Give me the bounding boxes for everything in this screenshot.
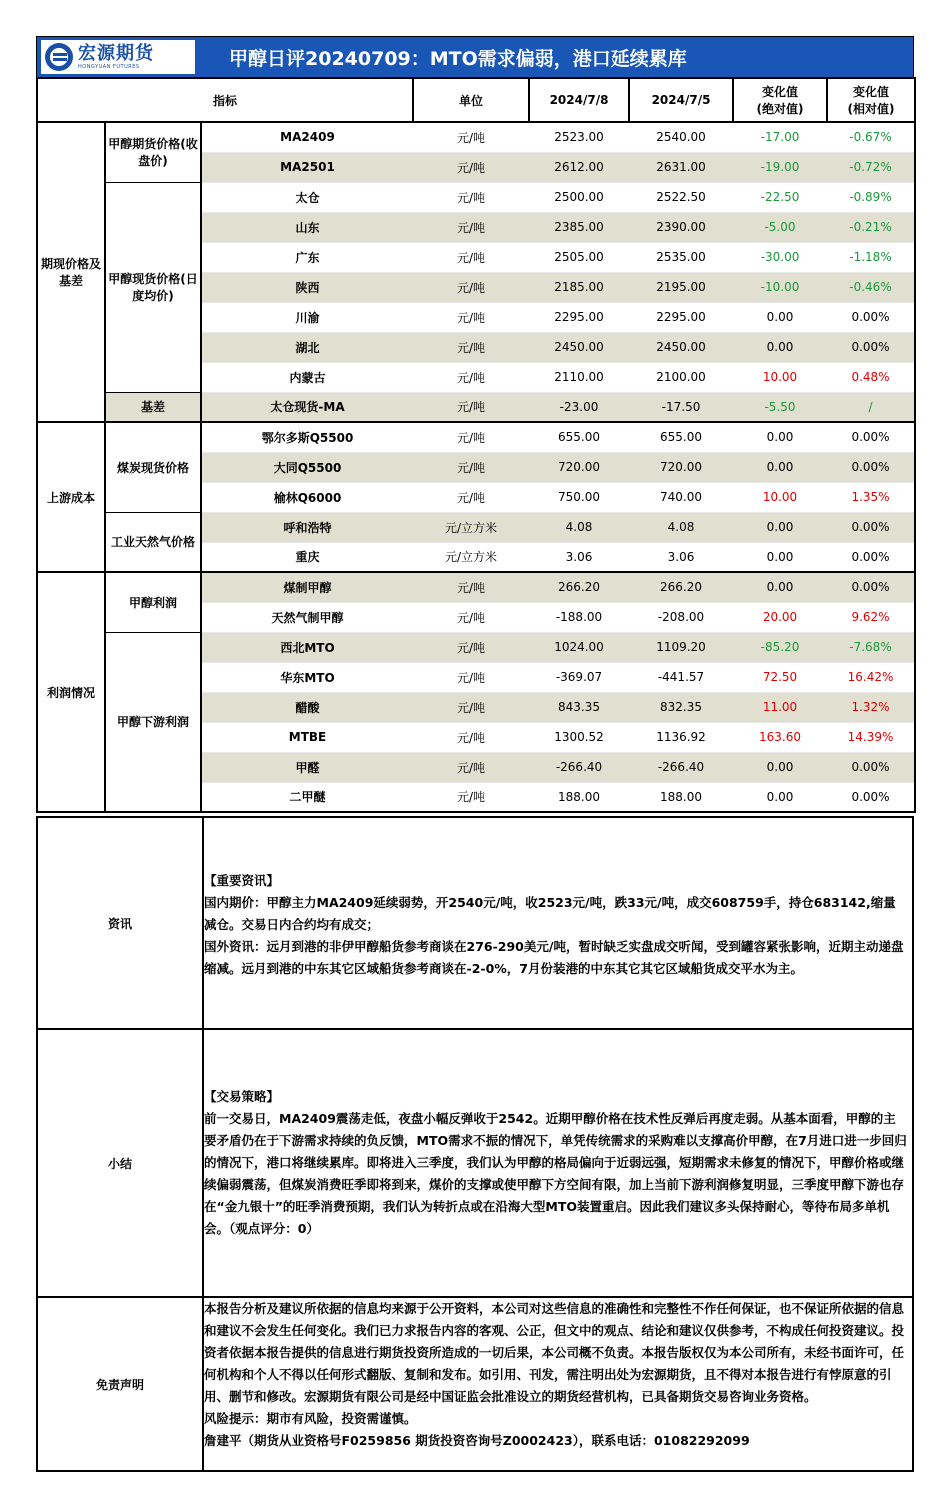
row-change-rel: -1.18% bbox=[827, 242, 915, 272]
row-value-current: 843.35 bbox=[529, 692, 629, 722]
table-row bbox=[37, 422, 915, 452]
row-change-rel: 0.00% bbox=[827, 422, 915, 452]
row-change-rel: -0.89% bbox=[827, 182, 915, 212]
row-unit: 元/吨 bbox=[413, 632, 529, 662]
row-change-rel: / bbox=[827, 392, 915, 422]
row-unit: 元/吨 bbox=[413, 422, 529, 452]
row-change-abs: 0.00 bbox=[733, 782, 827, 812]
row-name: MA2409 bbox=[201, 122, 413, 152]
row-name: 陕西 bbox=[201, 272, 413, 302]
row-change-abs: -10.00 bbox=[733, 272, 827, 302]
row-value-current: 4.08 bbox=[529, 512, 629, 542]
row-unit: 元/吨 bbox=[413, 752, 529, 782]
row-unit: 元/吨 bbox=[413, 182, 529, 212]
row-change-rel: 0.00% bbox=[827, 572, 915, 602]
row-change-abs: -30.00 bbox=[733, 242, 827, 272]
row-value-previous: 2390.00 bbox=[629, 212, 733, 242]
row-value-previous: 2540.00 bbox=[629, 122, 733, 152]
disclaimer-text bbox=[204, 1298, 908, 1452]
row-value-previous: -17.50 bbox=[629, 392, 733, 422]
row-value-current: 750.00 bbox=[529, 482, 629, 512]
row-value-current: 3.06 bbox=[529, 542, 629, 572]
row-value-current: 2612.00 bbox=[529, 152, 629, 182]
row-value-previous: -441.57 bbox=[629, 662, 733, 692]
row-unit: 元/吨 bbox=[413, 392, 529, 422]
row-change-rel: 0.00% bbox=[827, 332, 915, 362]
row-name: 西北MTO bbox=[201, 632, 413, 662]
row-name: 重庆 bbox=[201, 542, 413, 572]
row-change-abs: -17.00 bbox=[733, 122, 827, 152]
row-value-previous: -266.40 bbox=[629, 752, 733, 782]
table-row bbox=[37, 182, 915, 212]
group-label: 上游成本 bbox=[37, 422, 105, 572]
row-value-current: -188.00 bbox=[529, 602, 629, 632]
row-change-abs: 163.60 bbox=[733, 722, 827, 752]
row-name: 甲醛 bbox=[201, 752, 413, 782]
row-name: 天然气制甲醇 bbox=[201, 602, 413, 632]
row-unit: 元/吨 bbox=[413, 692, 529, 722]
row-change-abs: 11.00 bbox=[733, 692, 827, 722]
report-title: 甲醇日评20240709：MTO需求偏弱，港口延续累库 bbox=[229, 47, 687, 70]
row-name: 煤制甲醇 bbox=[201, 572, 413, 602]
row-unit: 元/吨 bbox=[413, 572, 529, 602]
row-unit: 元/立方米 bbox=[413, 512, 529, 542]
disclaimer-section bbox=[36, 1298, 914, 1472]
subgroup-label: 甲醇利润 bbox=[105, 572, 201, 632]
row-value-current: 2523.00 bbox=[529, 122, 629, 152]
col-date1: 2024/7/8 bbox=[529, 78, 629, 122]
row-change-abs: 10.00 bbox=[733, 362, 827, 392]
row-unit: 元/立方米 bbox=[413, 542, 529, 572]
row-name: 山东 bbox=[201, 212, 413, 242]
row-change-rel: 0.48% bbox=[827, 362, 915, 392]
row-change-abs: 0.00 bbox=[733, 542, 827, 572]
row-change-abs: -5.50 bbox=[733, 392, 827, 422]
news-domestic: 国内期价：甲醇主力MA2409延续弱势，开2540元/吨，收2523元/吨，跌33元/吨，成交608759手，持仓683142,缩量减仓。交易日内合约均有成交； bbox=[204, 895, 896, 932]
row-change-rel: -0.67% bbox=[827, 122, 915, 152]
row-value-previous: 3.06 bbox=[629, 542, 733, 572]
row-unit: 元/吨 bbox=[413, 332, 529, 362]
row-change-abs: -5.00 bbox=[733, 212, 827, 242]
table-row bbox=[37, 392, 915, 422]
row-value-current: 2110.00 bbox=[529, 362, 629, 392]
logo-en-text: HONGYUAN FUTURES bbox=[78, 63, 140, 70]
row-name: 太仓现货-MA bbox=[201, 392, 413, 422]
group-label: 利润情况 bbox=[37, 572, 105, 812]
row-value-previous: 740.00 bbox=[629, 482, 733, 512]
row-value-previous: 720.00 bbox=[629, 452, 733, 482]
row-name: MTBE bbox=[201, 722, 413, 752]
row-value-previous: 2295.00 bbox=[629, 302, 733, 332]
row-change-abs: 0.00 bbox=[733, 452, 827, 482]
row-change-rel: 0.00% bbox=[827, 452, 915, 482]
col-rel-change: 变化值 (相对值) bbox=[827, 78, 915, 122]
row-change-rel: -7.68% bbox=[827, 632, 915, 662]
row-change-rel: 0.00% bbox=[827, 512, 915, 542]
row-value-previous: 1109.20 bbox=[629, 632, 733, 662]
row-name: 川渝 bbox=[201, 302, 413, 332]
row-value-previous: 655.00 bbox=[629, 422, 733, 452]
row-value-previous: 2522.50 bbox=[629, 182, 733, 212]
row-unit: 元/吨 bbox=[413, 122, 529, 152]
disclaimer-body: 本报告分析及建议所依据的信息均来源于公开资料，本公司对这些信息的准确性和完整性不作任何保证，也不保证所依据的信息和建议不会发生任何变化。我们已力求报告内容的客观、公正，但文中的观点、结论和建议仅供参考，不构成任何投资建议。投资者依据本报告提供的信息进行期货投资所造成的一切后果，本公司概不负责。本报告版权仅为本公司所有，未经书面许可，任何机构和个人不得以任何形式翻版、复制和发布。如引用、刊发，需注明出处为宏源期货，且不得对本报告进行有悖原意的引用、删节和修改。宏源期货有限公司是经中国证监会批准设立的期货经营机构，已具备期货交易咨询业务资格。 bbox=[204, 1301, 905, 1404]
row-change-abs: 0.00 bbox=[733, 512, 827, 542]
table-row bbox=[37, 632, 915, 662]
row-value-previous: 1136.92 bbox=[629, 722, 733, 752]
summary-label: 小结 bbox=[38, 1030, 204, 1296]
row-unit: 元/吨 bbox=[413, 662, 529, 692]
row-value-current: 2185.00 bbox=[529, 272, 629, 302]
row-unit: 元/吨 bbox=[413, 152, 529, 182]
row-name: 醋酸 bbox=[201, 692, 413, 722]
row-unit: 元/吨 bbox=[413, 242, 529, 272]
col-indicator: 指标 bbox=[37, 78, 413, 122]
table-row bbox=[37, 122, 915, 152]
row-name: 鄂尔多斯Q5500 bbox=[201, 422, 413, 452]
row-change-abs: 0.00 bbox=[733, 332, 827, 362]
row-value-current: 2500.00 bbox=[529, 182, 629, 212]
row-change-rel: 1.32% bbox=[827, 692, 915, 722]
row-change-rel: -0.46% bbox=[827, 272, 915, 302]
row-unit: 元/吨 bbox=[413, 602, 529, 632]
row-name: 湖北 bbox=[201, 332, 413, 362]
row-value-previous: 4.08 bbox=[629, 512, 733, 542]
subgroup-label: 基差 bbox=[105, 392, 201, 422]
row-unit: 元/吨 bbox=[413, 452, 529, 482]
row-change-abs: -19.00 bbox=[733, 152, 827, 182]
row-change-abs: 0.00 bbox=[733, 302, 827, 332]
row-name: MA2501 bbox=[201, 152, 413, 182]
col-date2: 2024/7/5 bbox=[629, 78, 733, 122]
row-value-current: -23.00 bbox=[529, 392, 629, 422]
row-value-current: -266.40 bbox=[529, 752, 629, 782]
row-name: 内蒙古 bbox=[201, 362, 413, 392]
summary-text bbox=[204, 1086, 908, 1240]
subgroup-label: 甲醇期货价格(收盘价) bbox=[105, 122, 201, 182]
row-value-current: 266.20 bbox=[529, 572, 629, 602]
row-value-previous: 188.00 bbox=[629, 782, 733, 812]
row-name: 华东MTO bbox=[201, 662, 413, 692]
row-value-current: 2505.00 bbox=[529, 242, 629, 272]
row-value-previous: 266.20 bbox=[629, 572, 733, 602]
row-change-abs: 0.00 bbox=[733, 572, 827, 602]
row-change-rel: -0.72% bbox=[827, 152, 915, 182]
row-value-current: 2385.00 bbox=[529, 212, 629, 242]
row-unit: 元/吨 bbox=[413, 782, 529, 812]
row-value-current: -369.07 bbox=[529, 662, 629, 692]
row-change-abs: -85.20 bbox=[733, 632, 827, 662]
row-value-previous: 2100.00 bbox=[629, 362, 733, 392]
subgroup-label: 甲醇下游利润 bbox=[105, 632, 201, 812]
subgroup-label: 甲醇现货价格(日度均价) bbox=[105, 182, 201, 392]
news-section bbox=[36, 816, 914, 1030]
row-change-rel: 14.39% bbox=[827, 722, 915, 752]
subgroup-label: 煤炭现货价格 bbox=[105, 422, 201, 512]
row-value-current: 2295.00 bbox=[529, 302, 629, 332]
row-change-abs: 0.00 bbox=[733, 752, 827, 782]
row-value-current: 1024.00 bbox=[529, 632, 629, 662]
summary-body: 前一交易日，MA2409震荡走低，夜盘小幅反弹收于2542。近期甲醇价格在技术性反弹后再度走弱。从基本面看，甲醇的主要矛盾仍在于下游需求持续的负反馈，MTO需求不振的情况下，单凭传统需求的采购难以支撑高价甲醇，在7月进口进一步回归的情况下，港口将继续累库。即将进入三季度，我们认为甲醇的格局偏向于近弱远强，短期需求未修复的情况下，甲醇价格或继续偏弱震荡，但煤炭消费旺季即将到来，煤价的支撑或使甲醇下方空间有限，加上当前下游利润修复明显，三季度甲醇下游也存在“金九银十”的旺季消费预期，我们认为转折点或在沿海大型MTO装置重启。因此我们建议多头保持耐心，等待布局多单机会。（观点评分：0） bbox=[204, 1111, 907, 1236]
row-value-current: 1300.52 bbox=[529, 722, 629, 752]
logo-cn-text: 宏源期货 bbox=[78, 42, 154, 64]
subgroup-label: 工业天然气价格 bbox=[105, 512, 201, 572]
row-name: 广东 bbox=[201, 242, 413, 272]
row-value-current: 188.00 bbox=[529, 782, 629, 812]
group-label: 期现价格及基差 bbox=[37, 122, 105, 422]
row-change-abs: 10.00 bbox=[733, 482, 827, 512]
row-value-current: 655.00 bbox=[529, 422, 629, 452]
row-name: 榆林Q6000 bbox=[201, 482, 413, 512]
row-unit: 元/吨 bbox=[413, 272, 529, 302]
row-unit: 元/吨 bbox=[413, 362, 529, 392]
row-change-abs: 0.00 bbox=[733, 422, 827, 452]
row-change-abs: 20.00 bbox=[733, 602, 827, 632]
row-value-previous: -208.00 bbox=[629, 602, 733, 632]
disclaimer-label: 免责声明 bbox=[38, 1298, 204, 1470]
row-name: 呼和浩特 bbox=[201, 512, 413, 542]
data-table bbox=[36, 77, 916, 813]
row-unit: 元/吨 bbox=[413, 722, 529, 752]
row-value-previous: 2535.00 bbox=[629, 242, 733, 272]
row-value-current: 2450.00 bbox=[529, 332, 629, 362]
row-change-rel: 0.00% bbox=[827, 302, 915, 332]
summary-section bbox=[36, 1030, 914, 1298]
table-row bbox=[37, 572, 915, 602]
news-label: 资讯 bbox=[38, 818, 204, 1028]
col-unit: 单位 bbox=[413, 78, 529, 122]
row-change-rel: -0.21% bbox=[827, 212, 915, 242]
row-value-current: 720.00 bbox=[529, 452, 629, 482]
table-row bbox=[37, 512, 915, 542]
report-sheet bbox=[36, 36, 914, 813]
row-change-abs: 72.50 bbox=[733, 662, 827, 692]
row-value-previous: 2450.00 bbox=[629, 332, 733, 362]
company-logo bbox=[41, 40, 195, 74]
row-name: 二甲醚 bbox=[201, 782, 413, 812]
row-change-rel: 16.42% bbox=[827, 662, 915, 692]
hongyuan-logo-icon bbox=[44, 42, 74, 72]
row-unit: 元/吨 bbox=[413, 482, 529, 512]
row-change-rel: 0.00% bbox=[827, 542, 915, 572]
risk-note: 风险提示：期市有风险，投资需谨慎。 bbox=[204, 1411, 417, 1426]
row-unit: 元/吨 bbox=[413, 302, 529, 332]
news-heading: 【重要资讯】 bbox=[204, 873, 280, 888]
row-value-previous: 2195.00 bbox=[629, 272, 733, 302]
row-name: 太仓 bbox=[201, 182, 413, 212]
row-value-previous: 832.35 bbox=[629, 692, 733, 722]
col-abs-change: 变化值 (绝对值) bbox=[733, 78, 827, 122]
row-name: 大同Q5500 bbox=[201, 452, 413, 482]
row-unit: 元/吨 bbox=[413, 212, 529, 242]
row-value-previous: 2631.00 bbox=[629, 152, 733, 182]
summary-heading: 【交易策略】 bbox=[204, 1089, 280, 1104]
report-header bbox=[36, 36, 914, 77]
row-change-abs: -22.50 bbox=[733, 182, 827, 212]
row-change-rel: 0.00% bbox=[827, 782, 915, 812]
row-change-rel: 0.00% bbox=[827, 752, 915, 782]
news-text bbox=[204, 870, 908, 980]
table-header-row bbox=[37, 78, 915, 122]
row-change-rel: 9.62% bbox=[827, 602, 915, 632]
news-foreign: 国外资讯：远月到港的非伊甲醇船货参考商谈在276-290美元/吨，暂时缺乏实盘成交听闻，受到罐容紧张影响，近期主动递盘缩减。远月到港的中东其它区域船货参考商谈在-2-0%，7月份装港的中东其它其它区域船货成交平水为主。 bbox=[204, 939, 904, 976]
row-change-rel: 1.35% bbox=[827, 482, 915, 512]
author-note: 詹建平（期货从业资格号F0259856 期货投资咨询号Z0002423），联系电话：01082292099 bbox=[204, 1433, 750, 1448]
